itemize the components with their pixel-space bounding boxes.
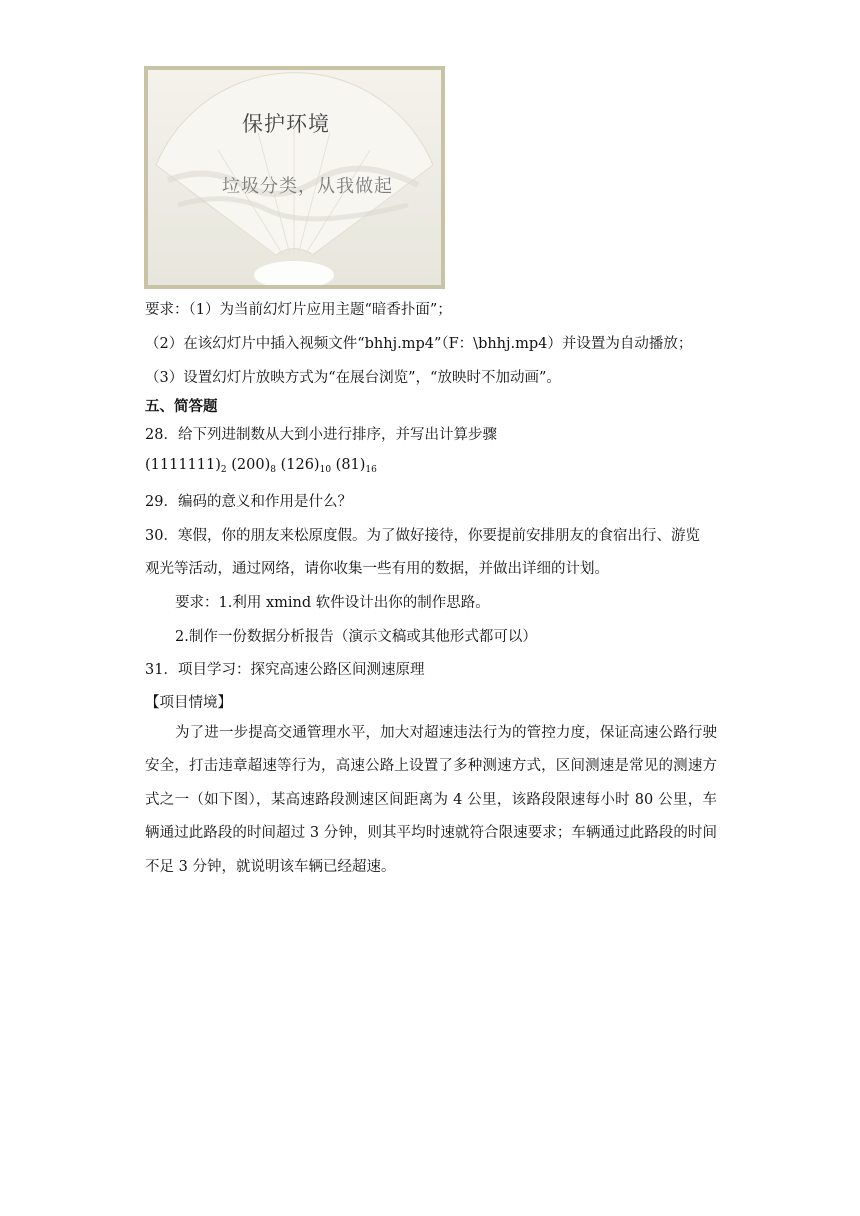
section-heading: 五、简答题 xyxy=(145,399,218,415)
question-28: 28．给下列进制数从大到小进行排序，并写出计算步骤 xyxy=(145,427,497,443)
question-28-numbers xyxy=(145,457,377,475)
question-29: 29．编码的意义和作用是什么？ xyxy=(145,494,352,510)
slide-canvas xyxy=(148,70,441,285)
scenario-label: 【项目情境】 xyxy=(145,695,232,711)
slide-subtitle: 垃圾分类，从我做起 xyxy=(222,176,393,197)
question-30-line-1: 30．寒假，你的朋友来松原度假。为了做好接待，你要提前安排朋友的食宿出行、游览 xyxy=(145,528,700,544)
number-2: (200) xyxy=(226,457,271,473)
question-30-requirement-2: 2.制作一份数据分析报告（演示文稿或其他形式都可以） xyxy=(175,629,537,645)
number-3: (126) xyxy=(275,457,320,473)
base-1: 2 xyxy=(220,465,227,475)
question-30-requirement-1: 要求：1.利用 xmind 软件设计出你的制作思路。 xyxy=(175,595,490,611)
slide-title: 保护环境 xyxy=(242,112,330,136)
scenario-paragraph: 为了进一步提高交通管理水平，加大对超速违法行为的管控力度，保证高速公路行驶安全，打击违章超速等行为，高速公路上设置了多种测速方式，区间测速是常见的测速方式之一（如下图），某高速路段测速区间距离为 4 公里，该路段限速每小时 80 公里，车辆通过此路段的时间超过 3 分钟，则其平均时速就符合限速要求；车辆通过此路段的时间不足 3 分钟，就说明该车辆已经超速。 xyxy=(145,725,717,875)
requirement-line-3: （3）设置幻灯片放映方式为“在展台浏览”，“放映时不加动画”。 xyxy=(145,370,561,386)
question-31-title: 31．项目学习：探究高速公路区间测速原理 xyxy=(145,662,425,678)
base-3: 10 xyxy=(319,465,332,475)
question-30-line-2: 观光等活动，通过网络，请你收集一些有用的数据，并做出详细的计划。 xyxy=(145,561,609,577)
number-4: (81) xyxy=(331,457,366,473)
requirement-line-1: 要求：（1）为当前幻灯片应用主题“暗香扑面”； xyxy=(145,302,452,318)
requirement-line-2: （2）在该幻灯片中插入视频文件“bhhj.mp4”（F：\bhhj.mp4）并设置为自动播放； xyxy=(145,336,693,352)
number-1: (1111111) xyxy=(145,457,221,473)
base-2: 8 xyxy=(270,465,276,475)
base-4: 16 xyxy=(365,465,377,475)
slide-thumbnail xyxy=(144,66,445,289)
